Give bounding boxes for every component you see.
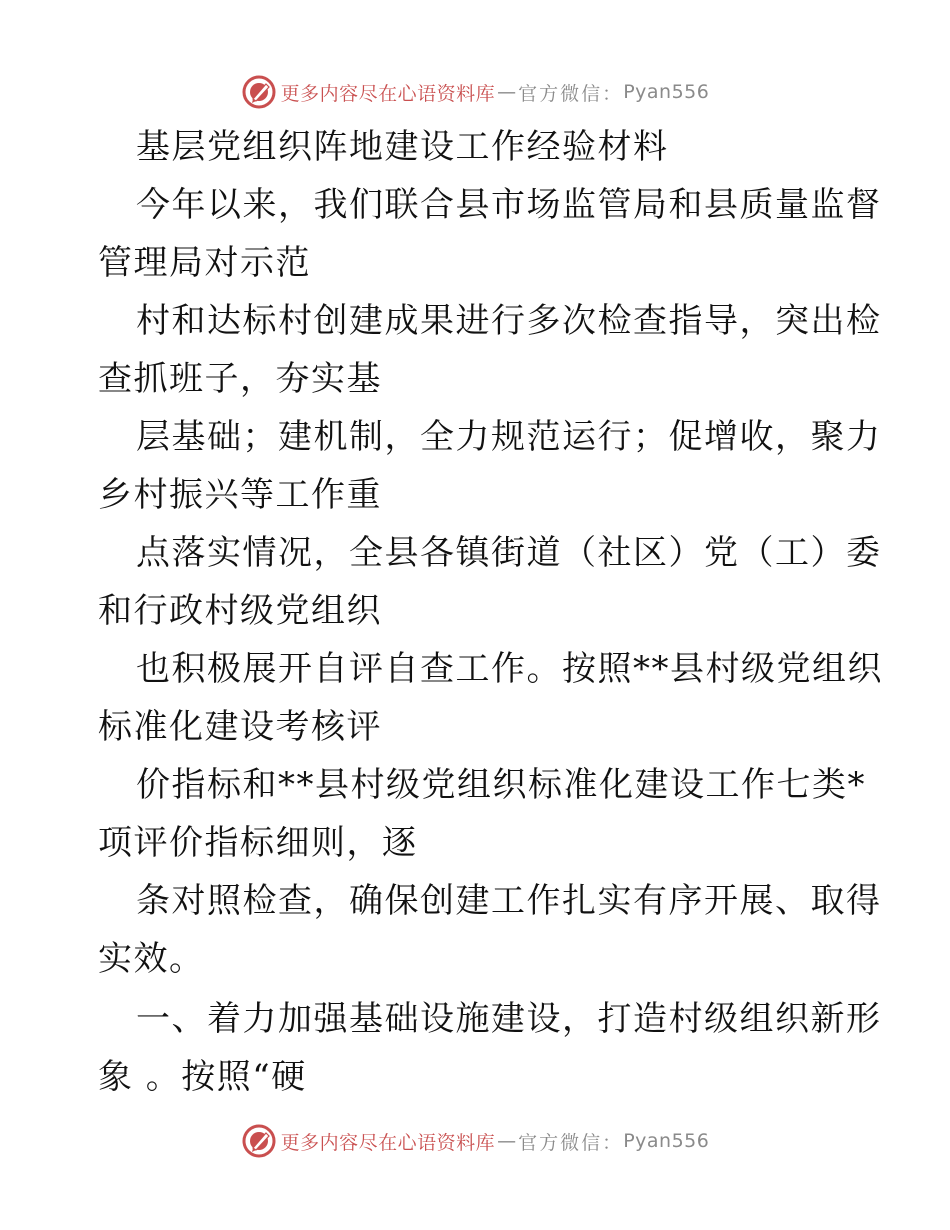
- seal-pen-icon: [241, 74, 277, 110]
- document-title: 基层党组织阵地建设工作经验材料: [136, 127, 669, 167]
- paragraph-line: 实效。: [98, 939, 205, 979]
- paragraph-line: 管理局对示范: [98, 243, 311, 283]
- paragraph-line: 村和达标村创建成果进行多次检查指导，突出检: [136, 301, 882, 341]
- watermark-separator: —: [497, 81, 517, 103]
- seal-pen-icon: [241, 1123, 277, 1159]
- paragraph-line: 查抓班子，夯实基: [98, 359, 382, 399]
- paragraph-line: 也积极展开自评自查工作。按照**县村级党组织: [136, 649, 883, 689]
- section-heading-line: 象 。按照“硬: [98, 1057, 307, 1097]
- paragraph-line: 和行政村级党组织: [98, 591, 382, 631]
- watermark-account: Pyan556: [623, 81, 710, 103]
- paragraph-line: 项评价指标细则，逐: [98, 823, 418, 863]
- watermark-separator: —: [497, 1130, 517, 1152]
- paragraph-line: 价指标和**县村级党组织标准化建设工作七类*: [136, 765, 866, 805]
- watermark-label: 官方微信：: [518, 1131, 624, 1154]
- watermark-brand: 更多内容尽在心语资料库: [280, 82, 496, 105]
- header-watermark: [0, 72, 950, 112]
- watermark-brand: 更多内容尽在心语资料库: [280, 1131, 496, 1154]
- paragraph-line: 乡村振兴等工作重: [98, 475, 382, 515]
- paragraph-line: 条对照检查，确保创建工作扎实有序开展、取得: [136, 881, 882, 921]
- watermark-account: Pyan556: [623, 1130, 710, 1152]
- paragraph-line: 今年以来，我们联合县市场监管局和县质量监督: [136, 185, 882, 225]
- section-heading-line: 一、着力加强基础设施建设，打造村级组织新形: [136, 999, 882, 1039]
- footer-watermark: [0, 1121, 950, 1161]
- paragraph-line: 点落实情况，全县各镇街道（社区）党（工）委: [136, 533, 882, 573]
- paragraph-line: 层基础；建机制，全力规范运行；促增收，聚力: [136, 417, 882, 457]
- paragraph-line: 标准化建设考核评: [98, 707, 382, 747]
- watermark-label: 官方微信：: [518, 82, 624, 105]
